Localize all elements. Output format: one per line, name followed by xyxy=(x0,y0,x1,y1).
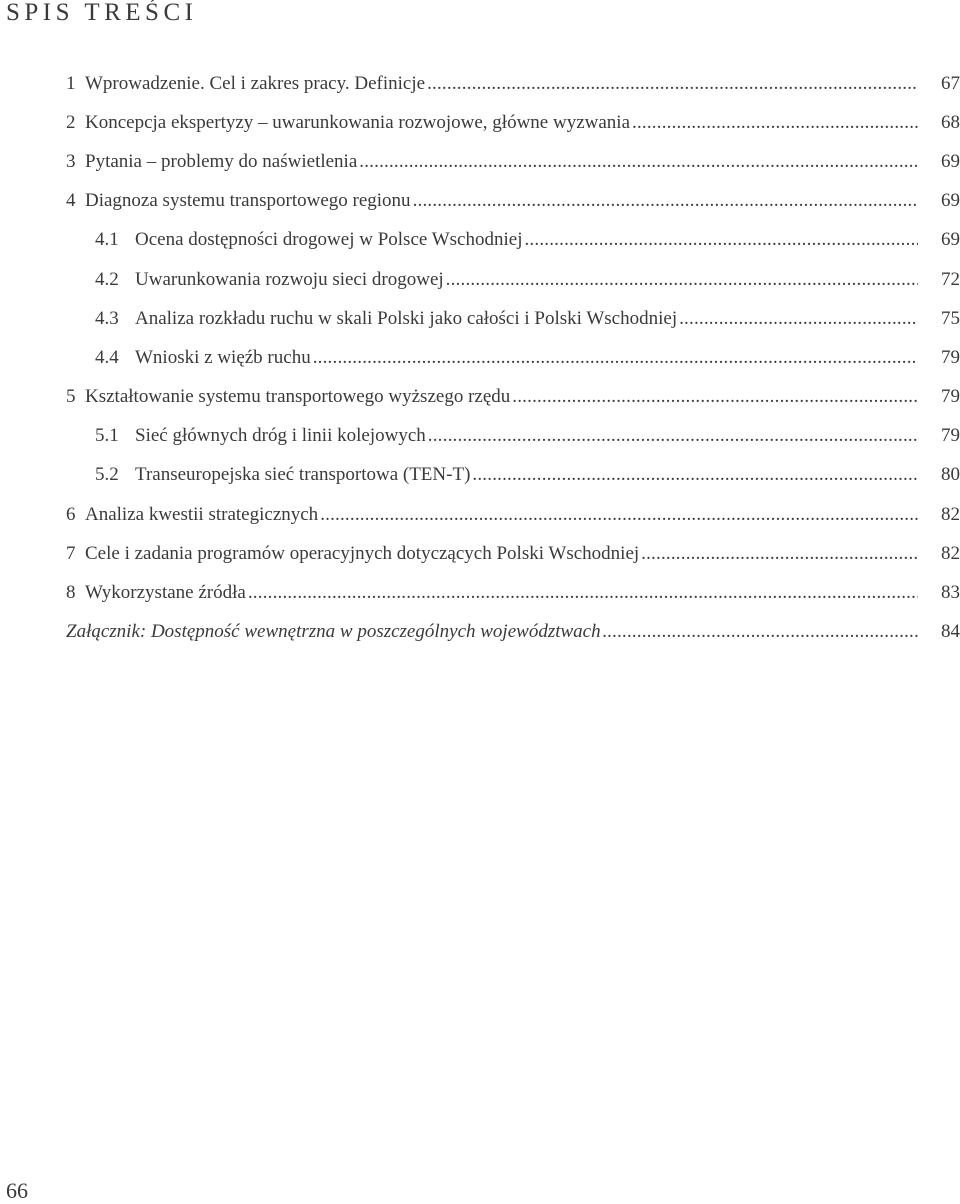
toc-entry-label: Analiza rozkładu ruchu w skali Polski jako całości i Polski Wschodniej xyxy=(135,307,678,329)
dot-leader xyxy=(446,269,918,291)
toc-entry-4-1[interactable] xyxy=(0,221,960,260)
toc-entry-page: 72 xyxy=(941,268,960,290)
toc-entry-page: 67 xyxy=(941,72,960,94)
toc-entry-page: 83 xyxy=(941,582,960,604)
toc-entry-page: 69 xyxy=(941,190,960,212)
toc-entry-page: 84 xyxy=(941,621,960,643)
toc-entry-label: Wykorzystane źródła xyxy=(85,582,246,604)
toc-entry-label: Ocena dostępności drogowej w Polsce Wschodniej xyxy=(135,229,523,251)
toc-entry-label: Kształtowanie systemu transportowego wyższego rzędu xyxy=(85,386,511,408)
toc-entry-5-2[interactable] xyxy=(0,456,960,495)
toc-entry-label: Diagnoza systemu transportowego regionu xyxy=(85,190,411,212)
toc-entry-6[interactable] xyxy=(0,495,960,534)
toc-entry-label: Uwarunkowania rozwoju sieci drogowej xyxy=(135,268,444,290)
toc-entry-number: 4 xyxy=(66,190,76,212)
toc-entry-4[interactable] xyxy=(0,182,960,221)
toc-entry-label: Koncepcja ekspertyzy – uwarunkowania rozwojowe, główne wyzwania xyxy=(85,111,630,133)
dot-leader xyxy=(413,190,918,212)
toc-entry-4-2[interactable] xyxy=(0,260,960,299)
toc-entry-5-1[interactable] xyxy=(0,417,960,456)
dot-leader xyxy=(512,386,918,408)
dot-leader xyxy=(679,308,918,330)
toc-entry-number: 5 xyxy=(66,386,76,408)
toc-entry-number: 7 xyxy=(66,542,76,564)
dot-leader xyxy=(524,229,918,251)
toc-entry-4-4[interactable] xyxy=(0,338,960,377)
toc-entry-label: Analiza kwestii strategicznych xyxy=(85,503,319,525)
toc-entry-page: 79 xyxy=(941,425,960,447)
toc-entry-1[interactable] xyxy=(0,64,960,103)
dot-leader xyxy=(632,112,918,134)
dot-leader xyxy=(359,151,918,173)
toc-entry-page: 75 xyxy=(941,307,960,329)
toc-entry-2[interactable] xyxy=(0,103,960,142)
toc-entry-page: 80 xyxy=(941,464,960,486)
toc-entry-page: 69 xyxy=(941,150,960,172)
page-title: SPIS TREŚCI xyxy=(6,0,198,26)
toc-entry-number: 4.4 xyxy=(95,346,119,368)
toc-entry-page: 69 xyxy=(941,229,960,251)
dot-leader xyxy=(248,582,918,604)
toc-entry-label: Transeuropejska sieć transportowa (TEN-T) xyxy=(135,464,471,486)
dot-leader xyxy=(427,73,918,95)
toc-entry-8[interactable] xyxy=(0,573,960,612)
toc-entry-number: 6 xyxy=(66,503,76,525)
toc-entry-label: Pytania – problemy do naświetlenia xyxy=(85,150,358,172)
toc-entry-page: 79 xyxy=(941,386,960,408)
toc-entry-number: 3 xyxy=(66,150,76,172)
toc-entry-number: 2 xyxy=(66,111,76,133)
toc-entry-7[interactable] xyxy=(0,534,960,573)
table-of-contents xyxy=(0,64,960,652)
dot-leader xyxy=(428,425,918,447)
toc-entry-label: Wprowadzenie. Cel i zakres pracy. Definicje xyxy=(85,72,426,94)
toc-entry-number: 5.2 xyxy=(95,464,119,486)
toc-entry-label: Cele i zadania programów operacyjnych dotyczących Polski Wschodniej xyxy=(85,542,640,564)
toc-entry-label: Załącznik: Dostępność wewnętrzna w poszczególnych województwach xyxy=(66,621,601,643)
toc-entry-number: 5.1 xyxy=(95,425,119,447)
dot-leader xyxy=(603,621,918,643)
toc-entry-4-3[interactable] xyxy=(0,299,960,338)
toc-entry-page: 79 xyxy=(941,346,960,368)
toc-entry-appendix[interactable] xyxy=(0,613,960,652)
toc-entry-number: 8 xyxy=(66,582,76,604)
toc-entry-label: Sieć głównych dróg i linii kolejowych xyxy=(135,425,426,447)
toc-entry-page: 82 xyxy=(941,503,960,525)
toc-entry-3[interactable] xyxy=(0,142,960,181)
toc-entry-label: Wnioski z więźb ruchu xyxy=(135,346,311,368)
toc-entry-number: 1 xyxy=(66,72,76,94)
dot-leader xyxy=(313,347,918,369)
page-number: 66 xyxy=(6,1178,28,1203)
toc-entry-5[interactable] xyxy=(0,378,960,417)
toc-entry-number: 4.1 xyxy=(95,229,119,251)
dot-leader xyxy=(472,464,918,486)
toc-entry-page: 68 xyxy=(941,111,960,133)
toc-entry-number: 4.3 xyxy=(95,307,119,329)
toc-entry-number: 4.2 xyxy=(95,268,119,290)
dot-leader xyxy=(320,504,918,526)
toc-entry-page: 82 xyxy=(941,542,960,564)
dot-leader xyxy=(641,543,918,565)
